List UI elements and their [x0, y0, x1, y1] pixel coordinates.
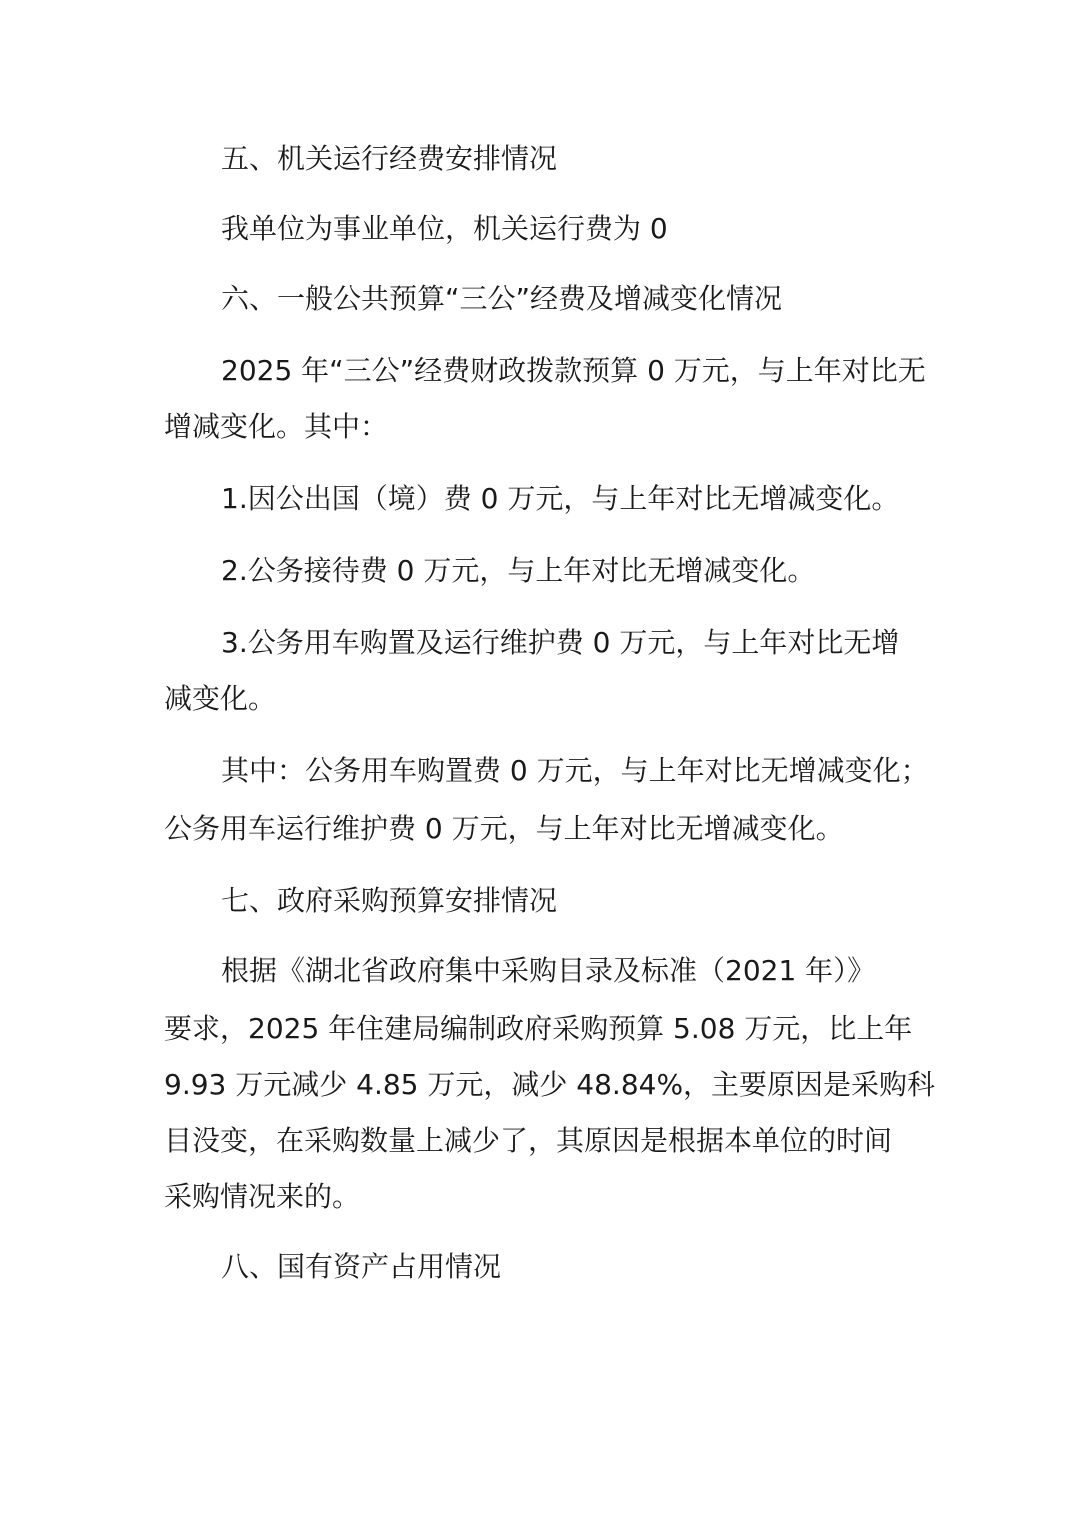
paragraph-line: 其中：公务用车购置费 0 万元，与上年对比无增减变化； — [221, 754, 929, 787]
paragraph-line: 目没变，在采购数量上减少了，其原因是根据本单位的时间 — [164, 1124, 893, 1157]
paragraph-line: 增减变化。其中： — [164, 410, 389, 443]
section-heading-6: 六、一般公共预算“三公”经费及增减变化情况 — [221, 282, 783, 315]
paragraph-line: 9.93 万元减少 4.85 万元，减少 48.84%，主要原因是采购科 — [164, 1068, 936, 1101]
section-heading-7: 七、政府采购预算安排情况 — [221, 884, 558, 917]
list-item-2: 2.公务接待费 0 万元，与上年对比无增减变化。 — [221, 554, 816, 587]
section-heading-5: 五、机关运行经费安排情况 — [221, 142, 558, 175]
paragraph-line: 要求，2025 年住建局编制政府采购预算 5.08 万元，比上年 — [164, 1012, 913, 1045]
section-heading-8: 八、国有资产占用情况 — [221, 1250, 502, 1283]
paragraph-line: 公务用车运行维护费 0 万元，与上年对比无增减变化。 — [164, 812, 844, 845]
paragraph-line: 2025 年“三公”经费财政拨款预算 0 万元，与上年对比无 — [221, 354, 926, 387]
paragraph-line: 根据《湖北省政府集中采购目录及标准（2021 年）》 — [221, 954, 876, 987]
paragraph-line: 减变化。 — [164, 682, 277, 715]
list-item-3: 3.公务用车购置及运行维护费 0 万元，与上年对比无增 — [221, 626, 900, 659]
list-item-1: 1.因公出国（境）费 0 万元，与上年对比无增减变化。 — [221, 482, 900, 515]
paragraph-line: 采购情况来的。 — [164, 1180, 361, 1213]
paragraph-line: 我单位为事业单位，机关运行费为 0 — [221, 212, 668, 245]
